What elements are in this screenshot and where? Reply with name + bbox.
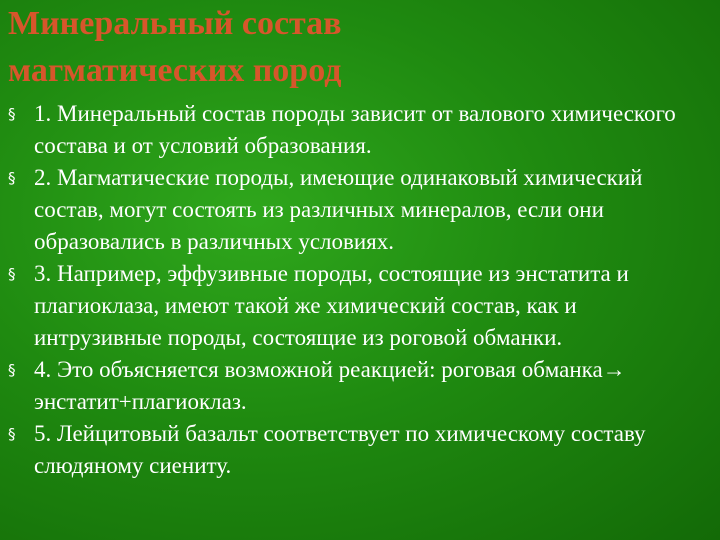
list-item <box>0 354 720 418</box>
list-item <box>0 418 720 482</box>
list-item-text: 2. Магматические породы, имеющие одинаковый химический состав, могут состоять из различных минералов, если они образовались в различных условиях. <box>34 165 643 254</box>
list-item <box>0 98 720 162</box>
section-bullet-icon: § <box>8 361 16 379</box>
list-item-text: 5. Лейцитовый базальт соответствует по химическому составу слюдяному сиениту. <box>34 421 646 478</box>
section-bullet-icon: § <box>8 169 16 187</box>
list-item-text: 1. Минеральный состав породы зависит от валового химического состава и от условий образования. <box>34 101 676 158</box>
section-bullet-icon: § <box>8 425 16 443</box>
slide-title-line-2: магматических пород <box>8 52 342 89</box>
list-item-text: 4. Это объясняется возможной реакцией: роговая обманка→ энстатит+плагиоклаз. <box>34 357 626 414</box>
bullet-list <box>0 98 720 482</box>
list-item <box>0 162 720 258</box>
section-bullet-icon: § <box>8 105 16 123</box>
slide-title-line-1: Минеральный состав <box>8 5 342 42</box>
section-bullet-icon: § <box>8 265 16 283</box>
list-item-text: 3. Например, эффузивные породы, состоящие из энстатита и плагиоклаза, имеют такой же химический состав, как и интрузивные породы, состоящие из роговой обманки. <box>34 261 629 350</box>
list-item <box>0 258 720 354</box>
slide-title <box>8 0 342 94</box>
